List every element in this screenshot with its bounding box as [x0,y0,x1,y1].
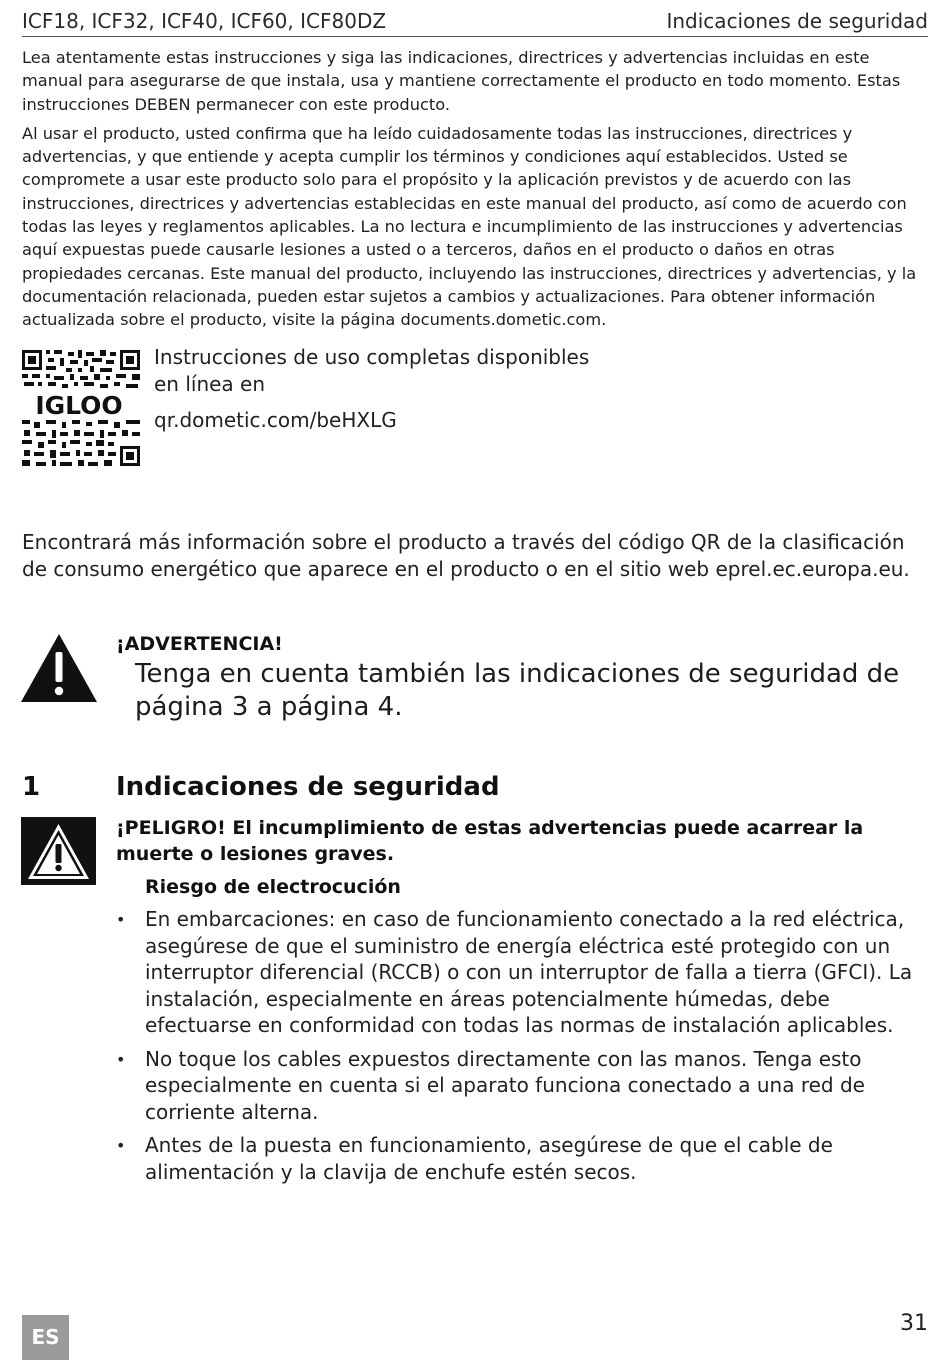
qr-url: qr.dometic.com/beHXLG [154,408,397,432]
bullet-text: En embarcaciones: en caso de funcionamiento conectado a la red eléctrica, asegúrese de que el suministro de energía eléctrica esté protegido con un interruptor diferencial (RCCB) o con un interruptor de falla a tierra (GFCI). La instalación, especialmente en áreas potencialmente húmedas, debe efectuarse en conformidad con todas las normas de instalación aplicables. [145,907,913,1037]
list-item [116,906,930,1039]
warning-text: Tenga en cuenta también las indicaciones de seguridad de página 3 a página 4. [135,659,900,722]
qr-caption-line-2: en línea en [154,372,266,396]
bullet-icon: • [116,1136,126,1155]
section-number: 1 [22,772,41,802]
language-badge: ES [22,1315,69,1360]
danger-triangle-icon [21,817,96,885]
danger-title: ¡PELIGRO! El incumplimiento de estas advertencias puede acarrear la muerte o lesiones graves. [116,817,864,865]
qr-code-icon [22,350,142,468]
warning-title: ¡ADVERTENCIA! [116,633,283,655]
page-header [22,8,928,37]
bullet-icon: • [116,910,126,929]
list-item [116,1046,930,1126]
energy-label-text: Encontrará más información sobre el producto a través del código QR de la clasificación de consumo energético que aparece en el producto o en el sitio web eprel.ec.europa.eu. [22,530,910,581]
intro-paragraph-1: Lea atentamente estas instrucciones y siga las indicaciones, directrices y advertencias incluidas en este manual para asegurarse de que instala, usa y mantiene correctamente el producto en todo momento. Estas instrucciones DEBEN permanecer con este producto. [22,48,901,114]
igloo-logo: IGLOO [35,391,123,420]
header-section-title: Indicaciones de seguridad [666,9,928,33]
warning-triangle-icon [20,632,98,704]
qr-caption-line-1: Instrucciones de uso completas disponibles [154,345,590,369]
model-list: ICF18, ICF32, ICF40, ICF60, ICF80DZ [22,9,387,33]
intro-paragraph-2: Al usar el producto, usted confirma que ha leído cuidadosamente todas las instrucciones, directrices y advertencias, y que entiende y acepta cumplir los términos y condiciones aquí establecidos. Usted se compromete a usar este producto solo para el propósito y la aplicación previstos y de acuerdo con las instrucciones, directrices y advertencias establecidas en este manual del producto, así como de acuerdo con todas las leyes y reglamentos aplicables. La no lectura e incumplimiento de las instrucciones y advertencias aquí expuestas puede causarle lesiones a usted o a terceros, daños en el producto o daños en otras propiedades cercanas. Este manual del producto, incluyendo las instrucciones, directrices y advertencias, y la documentación relacionada, pueden estar sujetos a cambios y actualizaciones. Para obtener información actualizada sobre el producto, visite la página documents.dometic.com. [22,123,917,330]
section-title: Indicaciones de seguridad [116,772,500,802]
safety-bullet-list [116,906,930,1192]
risk-title: Riesgo de electrocución [145,876,401,898]
page-number: 31 [900,1311,928,1336]
qr-caption [154,344,674,434]
bullet-text: Antes de la puesta en funcionamiento, asegúrese de que el cable de alimentación y la clavija de enchufe estén secos. [145,1133,833,1184]
list-item [116,1132,930,1185]
bullet-text: No toque los cables expuestos directamente con las manos. Tenga esto especialmente en cuenta si el aparato funciona conectado a una red de corriente alterna. [145,1046,865,1124]
intro-text [22,46,928,338]
bullet-icon: • [116,1049,126,1069]
